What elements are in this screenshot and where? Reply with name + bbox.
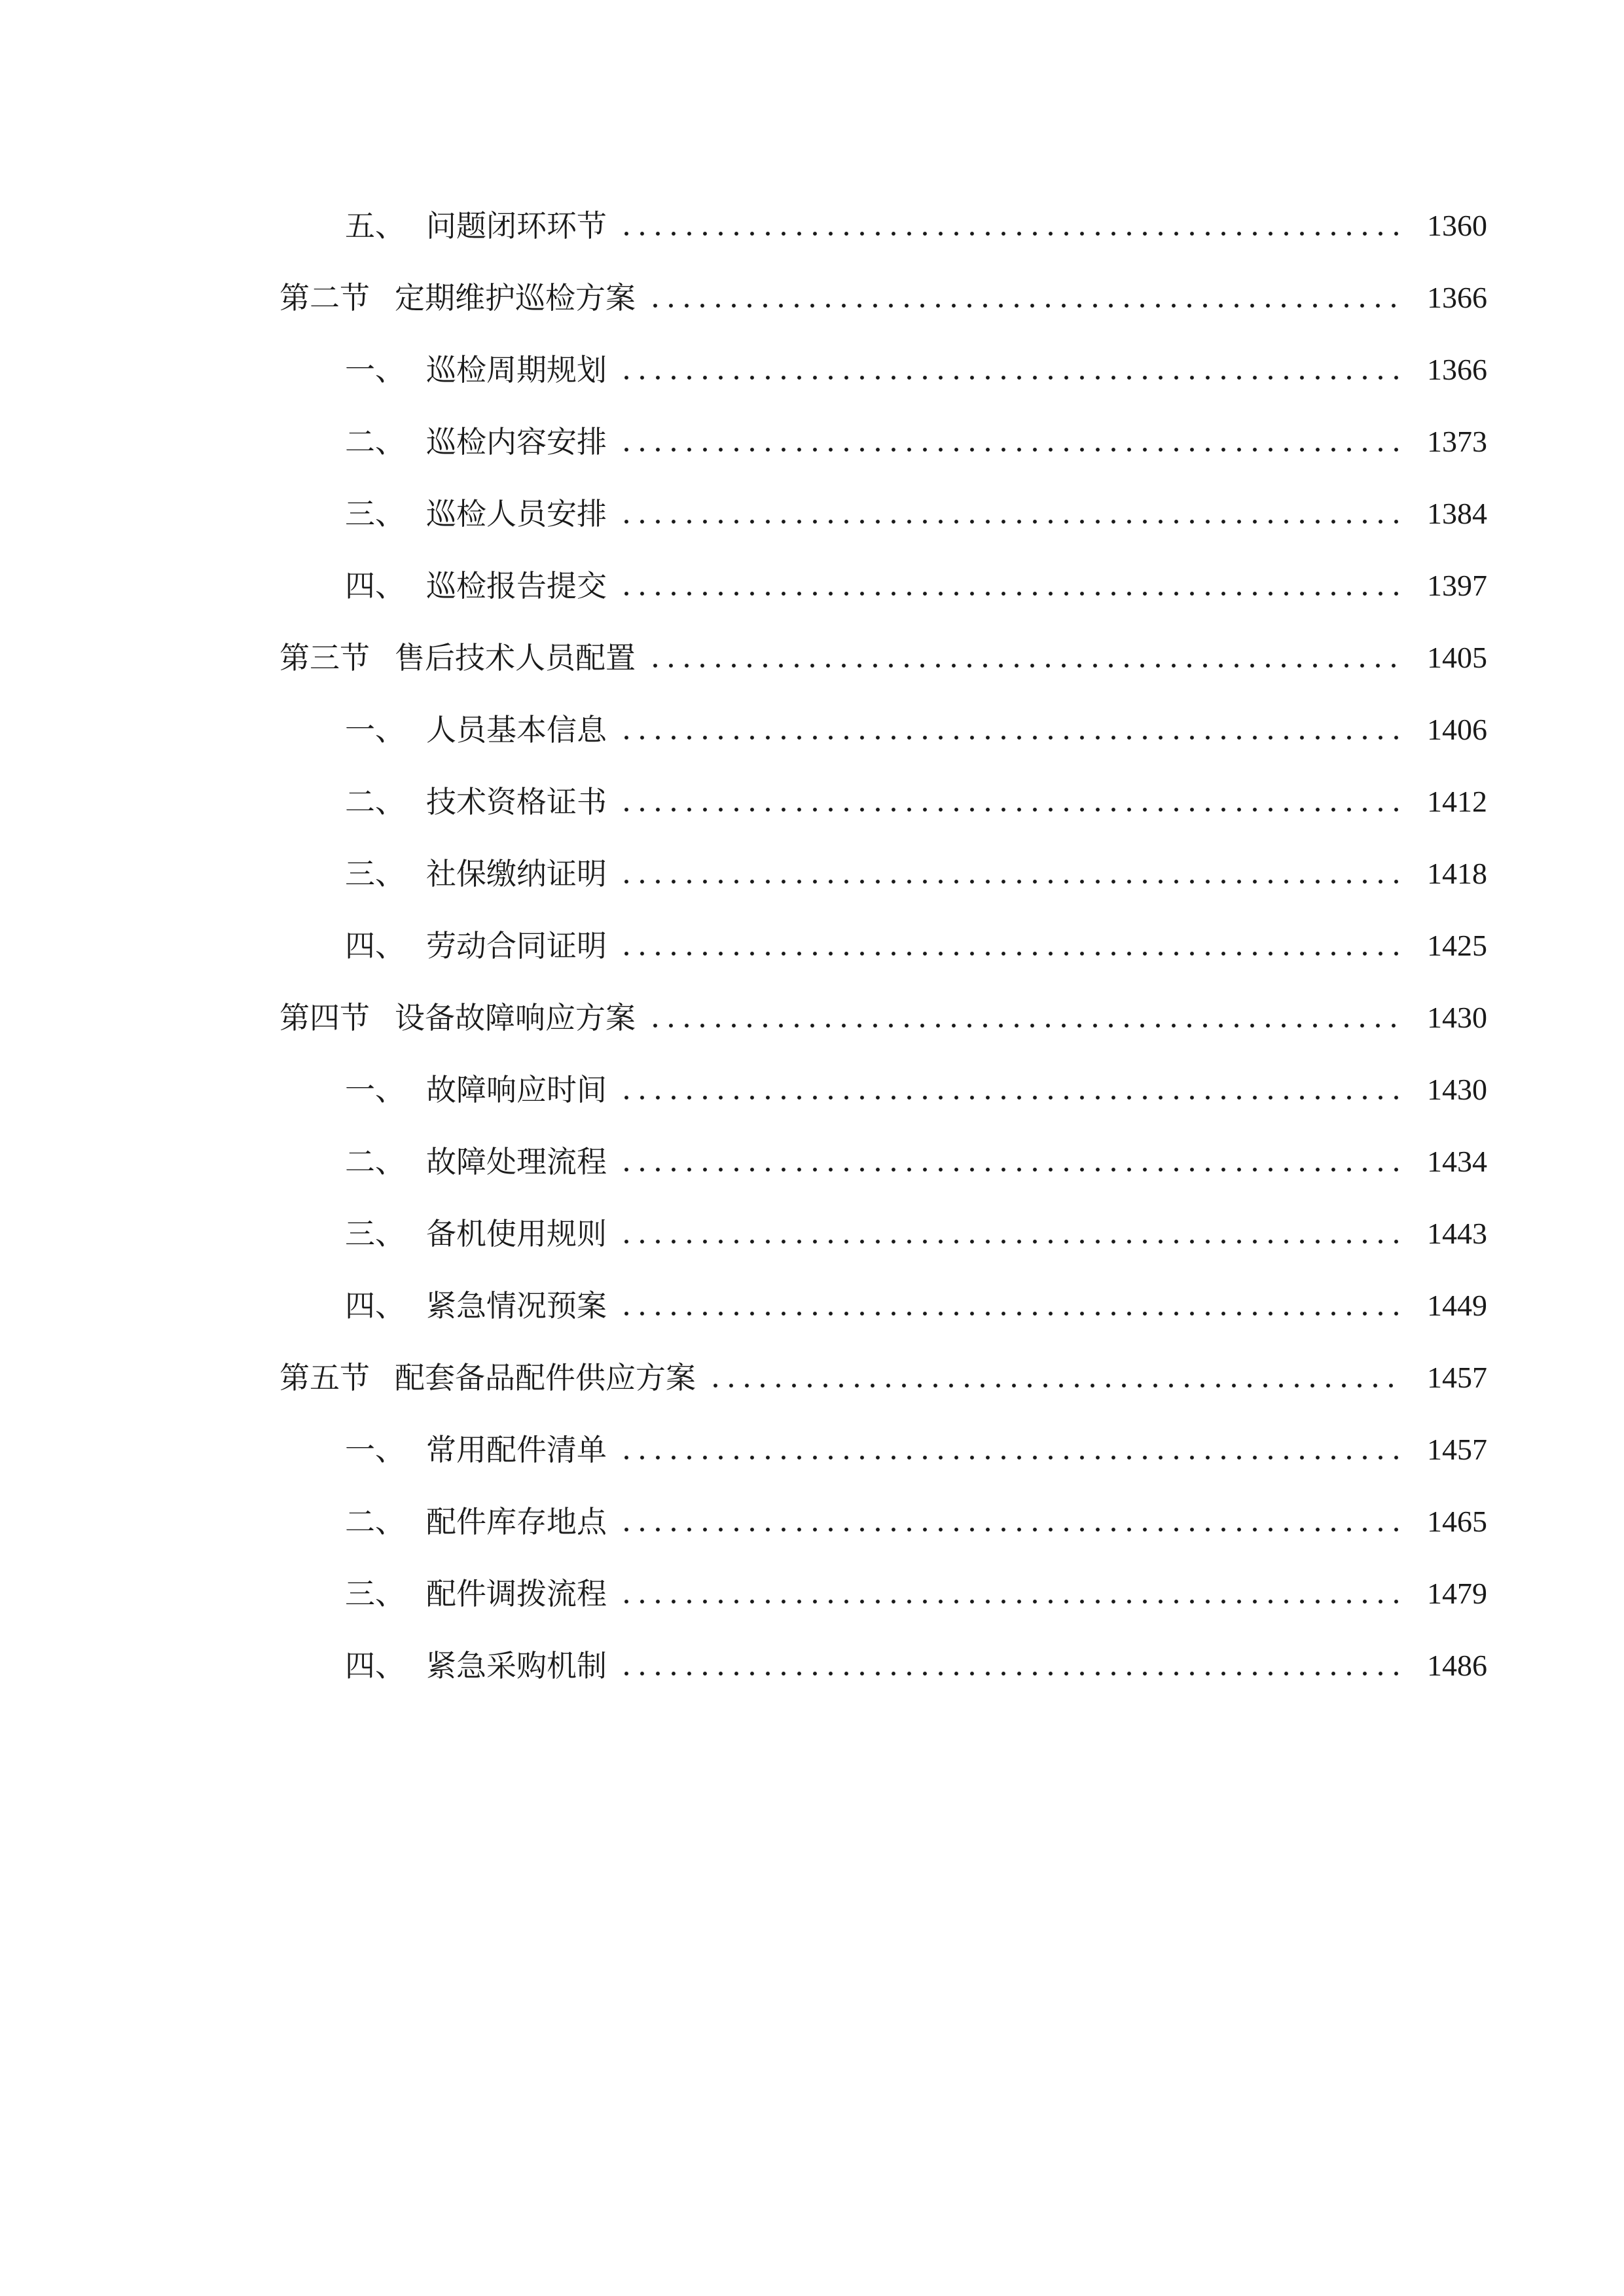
toc-entry-number: 四、 xyxy=(345,928,405,963)
toc-entry-title: 故障响应时间 xyxy=(426,1072,607,1107)
toc-entry-title: 配件调拨流程 xyxy=(426,1576,607,1611)
toc-dot-leader xyxy=(613,1651,1409,1681)
toc-subsection-entry[interactable] xyxy=(280,190,1487,262)
toc-dot-leader xyxy=(642,1003,1409,1033)
toc-subsection-entry[interactable] xyxy=(280,406,1487,478)
toc-page-number: 1430 xyxy=(1427,1001,1487,1034)
toc-entry-title: 配套备品配件供应方案 xyxy=(395,1360,696,1395)
toc-entry-title: 紧急采购机制 xyxy=(426,1648,607,1683)
toc-entry-number: 三、 xyxy=(345,1576,405,1611)
toc-page-number: 1397 xyxy=(1427,569,1487,602)
toc-page-number: 1373 xyxy=(1427,425,1487,458)
toc-dot-leader xyxy=(613,1579,1409,1609)
toc-subsection-entry[interactable] xyxy=(280,1558,1487,1630)
toc-page-number: 1360 xyxy=(1427,209,1487,242)
toc-dot-leader xyxy=(613,1075,1409,1105)
toc-entry-number: 二、 xyxy=(345,424,405,459)
toc-page-number: 1486 xyxy=(1427,1649,1487,1682)
toc-page-number: 1406 xyxy=(1427,713,1487,746)
toc-page-number: 1430 xyxy=(1427,1073,1487,1106)
toc-section-entry[interactable] xyxy=(280,262,1487,334)
toc-entry-number: 四、 xyxy=(345,568,405,603)
toc-page-number: 1384 xyxy=(1427,497,1487,530)
toc-dot-leader xyxy=(613,211,1409,241)
toc-dot-leader xyxy=(613,859,1409,889)
toc-dot-leader xyxy=(613,1435,1409,1465)
toc-entry-title: 巡检周期规划 xyxy=(426,352,607,387)
toc-dot-leader xyxy=(613,931,1409,961)
toc-entry-title: 常用配件清单 xyxy=(426,1432,607,1467)
toc-entry-title: 技术资格证书 xyxy=(426,784,607,819)
toc-section-entry[interactable] xyxy=(280,1342,1487,1414)
toc-entry-number: 第四节 xyxy=(280,1000,370,1035)
toc-subsection-entry[interactable] xyxy=(280,1198,1487,1270)
toc-entry-number: 一、 xyxy=(345,1072,405,1107)
toc-page-number: 1457 xyxy=(1427,1433,1487,1466)
toc-subsection-entry[interactable] xyxy=(280,1270,1487,1342)
toc-subsection-entry[interactable] xyxy=(280,478,1487,550)
toc-dot-leader xyxy=(613,715,1409,745)
toc-entry-number: 一、 xyxy=(345,1432,405,1467)
toc-subsection-entry[interactable] xyxy=(280,1054,1487,1126)
toc-dot-leader xyxy=(613,427,1409,457)
toc-subsection-entry[interactable] xyxy=(280,1630,1487,1702)
toc-subsection-entry[interactable] xyxy=(280,550,1487,622)
toc-dot-leader xyxy=(642,283,1409,313)
toc-entry-title: 备机使用规则 xyxy=(426,1216,607,1251)
toc-page-number: 1418 xyxy=(1427,857,1487,890)
toc-subsection-entry[interactable] xyxy=(280,910,1487,982)
toc-entry-number: 五、 xyxy=(345,208,405,243)
toc-entry-title: 配件库存地点 xyxy=(426,1504,607,1539)
toc-subsection-entry[interactable] xyxy=(280,334,1487,406)
toc-page-number: 1457 xyxy=(1427,1361,1487,1394)
toc-entry-number: 一、 xyxy=(345,352,405,387)
toc-subsection-entry[interactable] xyxy=(280,766,1487,838)
toc-entry-number: 二、 xyxy=(345,1504,405,1539)
toc-page-number: 1425 xyxy=(1427,929,1487,962)
toc-dot-leader xyxy=(642,643,1409,673)
toc-page-number: 1434 xyxy=(1427,1145,1487,1178)
toc-entry-number: 三、 xyxy=(345,856,405,891)
toc-entry-title: 售后技术人员配置 xyxy=(395,640,636,675)
toc-page-number: 1405 xyxy=(1427,641,1487,674)
toc-page-number: 1366 xyxy=(1427,353,1487,386)
toc-dot-leader xyxy=(613,1219,1409,1249)
toc-subsection-entry[interactable] xyxy=(280,1414,1487,1486)
toc-subsection-entry[interactable] xyxy=(280,1486,1487,1558)
toc-section-entry[interactable] xyxy=(280,982,1487,1054)
toc-entry-number: 一、 xyxy=(345,712,405,747)
toc-entry-title: 巡检人员安排 xyxy=(426,496,607,531)
toc-page-number: 1465 xyxy=(1427,1505,1487,1538)
toc-dot-leader xyxy=(613,1147,1409,1177)
toc-entry-title: 紧急情况预案 xyxy=(426,1288,607,1323)
toc-dot-leader xyxy=(613,787,1409,817)
toc-entry-number: 二、 xyxy=(345,1144,405,1179)
toc-entry-title: 巡检报告提交 xyxy=(426,568,607,603)
toc-entry-number: 四、 xyxy=(345,1648,405,1683)
toc-dot-leader xyxy=(613,1507,1409,1537)
toc-page-number: 1449 xyxy=(1427,1289,1487,1322)
toc-entry-number: 三、 xyxy=(345,496,405,531)
toc-entry-title: 故障处理流程 xyxy=(426,1144,607,1179)
toc-dot-leader xyxy=(613,499,1409,529)
toc-page-number: 1366 xyxy=(1427,281,1487,314)
toc-entry-number: 第二节 xyxy=(280,280,370,315)
toc-page-number: 1412 xyxy=(1427,785,1487,818)
toc-subsection-entry[interactable] xyxy=(280,694,1487,766)
toc-entry-title: 设备故障响应方案 xyxy=(395,1000,636,1035)
toc-dot-leader xyxy=(613,571,1409,601)
toc-entry-number: 二、 xyxy=(345,784,405,819)
toc-entry-title: 劳动合同证明 xyxy=(426,928,607,963)
toc-page-number: 1479 xyxy=(1427,1577,1487,1610)
toc-entry-title: 社保缴纳证明 xyxy=(426,856,607,891)
toc-entry-title: 巡检内容安排 xyxy=(426,424,607,459)
toc-entry-number: 第五节 xyxy=(280,1360,370,1395)
toc-entry-number: 第三节 xyxy=(280,640,370,675)
toc-dot-leader xyxy=(613,355,1409,385)
toc-entry-number: 三、 xyxy=(345,1216,405,1251)
table-of-contents xyxy=(280,190,1487,1702)
toc-entry-title: 人员基本信息 xyxy=(426,712,607,747)
toc-subsection-entry[interactable] xyxy=(280,1126,1487,1198)
toc-entry-title: 问题闭环环节 xyxy=(426,208,607,243)
toc-page-number: 1443 xyxy=(1427,1217,1487,1250)
toc-entry-title: 定期维护巡检方案 xyxy=(395,280,636,315)
toc-subsection-entry[interactable] xyxy=(280,838,1487,910)
toc-dot-leader xyxy=(702,1363,1409,1393)
toc-dot-leader xyxy=(613,1291,1409,1321)
toc-entry-number: 四、 xyxy=(345,1288,405,1323)
toc-section-entry[interactable] xyxy=(280,622,1487,694)
